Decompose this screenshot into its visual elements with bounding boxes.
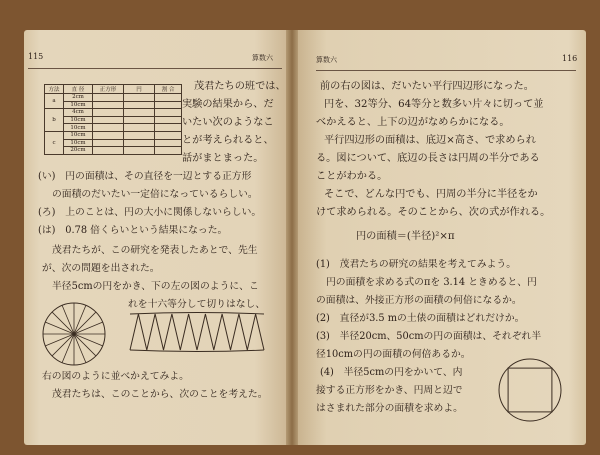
table-header: 割 合: [155, 85, 182, 94]
body-line: 茂君たちが、この研究を発表したあとで、先生: [52, 245, 258, 256]
table-row: [45, 109, 182, 117]
body-line: (い) 円の面積は、その直径を一辺とする正方形: [38, 171, 252, 182]
right-header-rule: [316, 70, 576, 71]
diameter-cell: 4cm: [64, 109, 93, 117]
diameter-cell: 10cm: [64, 101, 93, 109]
left-header-rule: [28, 68, 282, 69]
body-line: ことがわかる。: [316, 171, 388, 182]
diameter-cell: 10cm: [64, 124, 93, 132]
exercise-line: (2) 直径が3.5 mの土俵の面積はどれだけか。: [316, 313, 525, 324]
right-page: [298, 30, 586, 445]
book-gutter: [286, 30, 298, 445]
table-header-row: [45, 85, 182, 94]
exercise-line: 径10cmの円の面積の何倍あるか。: [316, 349, 471, 360]
exercise-line: 円の面積を求める式のπを 3.14 ときめると、円: [326, 277, 537, 288]
body-line: べかえると、上下の辺がなめらかになる。: [316, 117, 510, 128]
body-line: 話がまとまった。: [182, 153, 264, 164]
table-row: [45, 94, 182, 102]
exercise-line: (3) 半径20cm、50cmの円の面積は、それぞれ半: [316, 331, 542, 342]
left-page-number: 115: [28, 52, 44, 61]
diameter-cell: 10cm: [64, 131, 93, 139]
exercise-line: 接する正方形をかき、円周と辺で: [316, 385, 463, 396]
right-page-number: 116: [562, 54, 578, 63]
body-line: いたい次のようなこ: [182, 117, 274, 128]
method-cell: b: [45, 109, 64, 132]
body-line: 平行四辺形の面積は、底辺×高さ、で求められ: [324, 135, 536, 146]
exercise-line: の面積は、外接正方形の面積の何倍になるか。: [316, 295, 522, 306]
table-row: [45, 124, 182, 132]
body-line: そこで、どんな円でも、円周の半分に半径をか: [324, 189, 538, 200]
body-line: る。図について、底辺の長さは円周の半分である: [316, 153, 540, 164]
diameter-cell: 10cm: [64, 139, 93, 147]
body-line: の面積のだいたい一定倍になっているらしい。: [52, 189, 258, 200]
table-header: 直 径: [64, 85, 93, 94]
table-header: 方法: [45, 85, 64, 94]
body-line: 前の右の図は、だいたい平行四辺形になった。: [320, 81, 534, 92]
body-line: 茂君たちは、このことから、次のことを考えた。: [52, 389, 268, 400]
table-row: [45, 147, 182, 155]
body-line: 茂君たちの班では、: [194, 81, 286, 92]
body-line: けて求められる。そのことから、次の式が作れる。: [316, 207, 551, 218]
table-row: [45, 139, 182, 147]
table-row: [45, 116, 182, 124]
body-line: 半径5cmの円をかき、下の左の図のように、こ: [52, 281, 259, 292]
method-cell: a: [45, 94, 64, 109]
diameter-cell: 10cm: [64, 116, 93, 124]
body-line: れを十六等分して切りはなし、: [128, 299, 266, 310]
exercise-line: (4) 半径5cmの円をかいて、内: [320, 367, 463, 378]
body-line: とが考えられると、: [182, 135, 274, 146]
body-line: (ろ) 上のことは、円の大小に関係しないらしい。: [38, 207, 262, 218]
left-running-head: 算数六: [252, 54, 273, 62]
body-line: 右の図のように並べかえてみよ。: [42, 371, 189, 382]
rearranged-sectors-figure: [128, 312, 266, 352]
table-header: 正方形: [93, 85, 124, 94]
body-line: (は) 0.78 倍くらいという結果になった。: [38, 225, 228, 236]
right-running-head: 算数六: [316, 56, 337, 64]
body-line: 実験の結果から、だ: [182, 99, 274, 110]
body-line: が、次の問題を出された。: [42, 263, 160, 274]
experiment-table: [44, 84, 182, 155]
exercise-line: (1) 茂君たちの研究の結果を考えてみよう。: [316, 259, 517, 270]
method-cell: c: [45, 131, 64, 154]
diameter-cell: 20cm: [64, 147, 93, 155]
inscribed-square-figure: [494, 354, 566, 426]
sixteen-sector-circle-figure: [38, 298, 110, 370]
exercise-line: はさまれた部分の面積を求めよ。: [316, 403, 463, 414]
table-row: [45, 101, 182, 109]
body-line: 円を、32等分、64等分と数多い片々に切って並: [324, 99, 544, 110]
circle-area-formula: 円の面積＝(半径)²×π: [356, 231, 455, 242]
left-page: [24, 30, 286, 445]
table-header: 円: [124, 85, 155, 94]
diameter-cell: 2cm: [64, 94, 93, 102]
table-row: [45, 131, 182, 139]
